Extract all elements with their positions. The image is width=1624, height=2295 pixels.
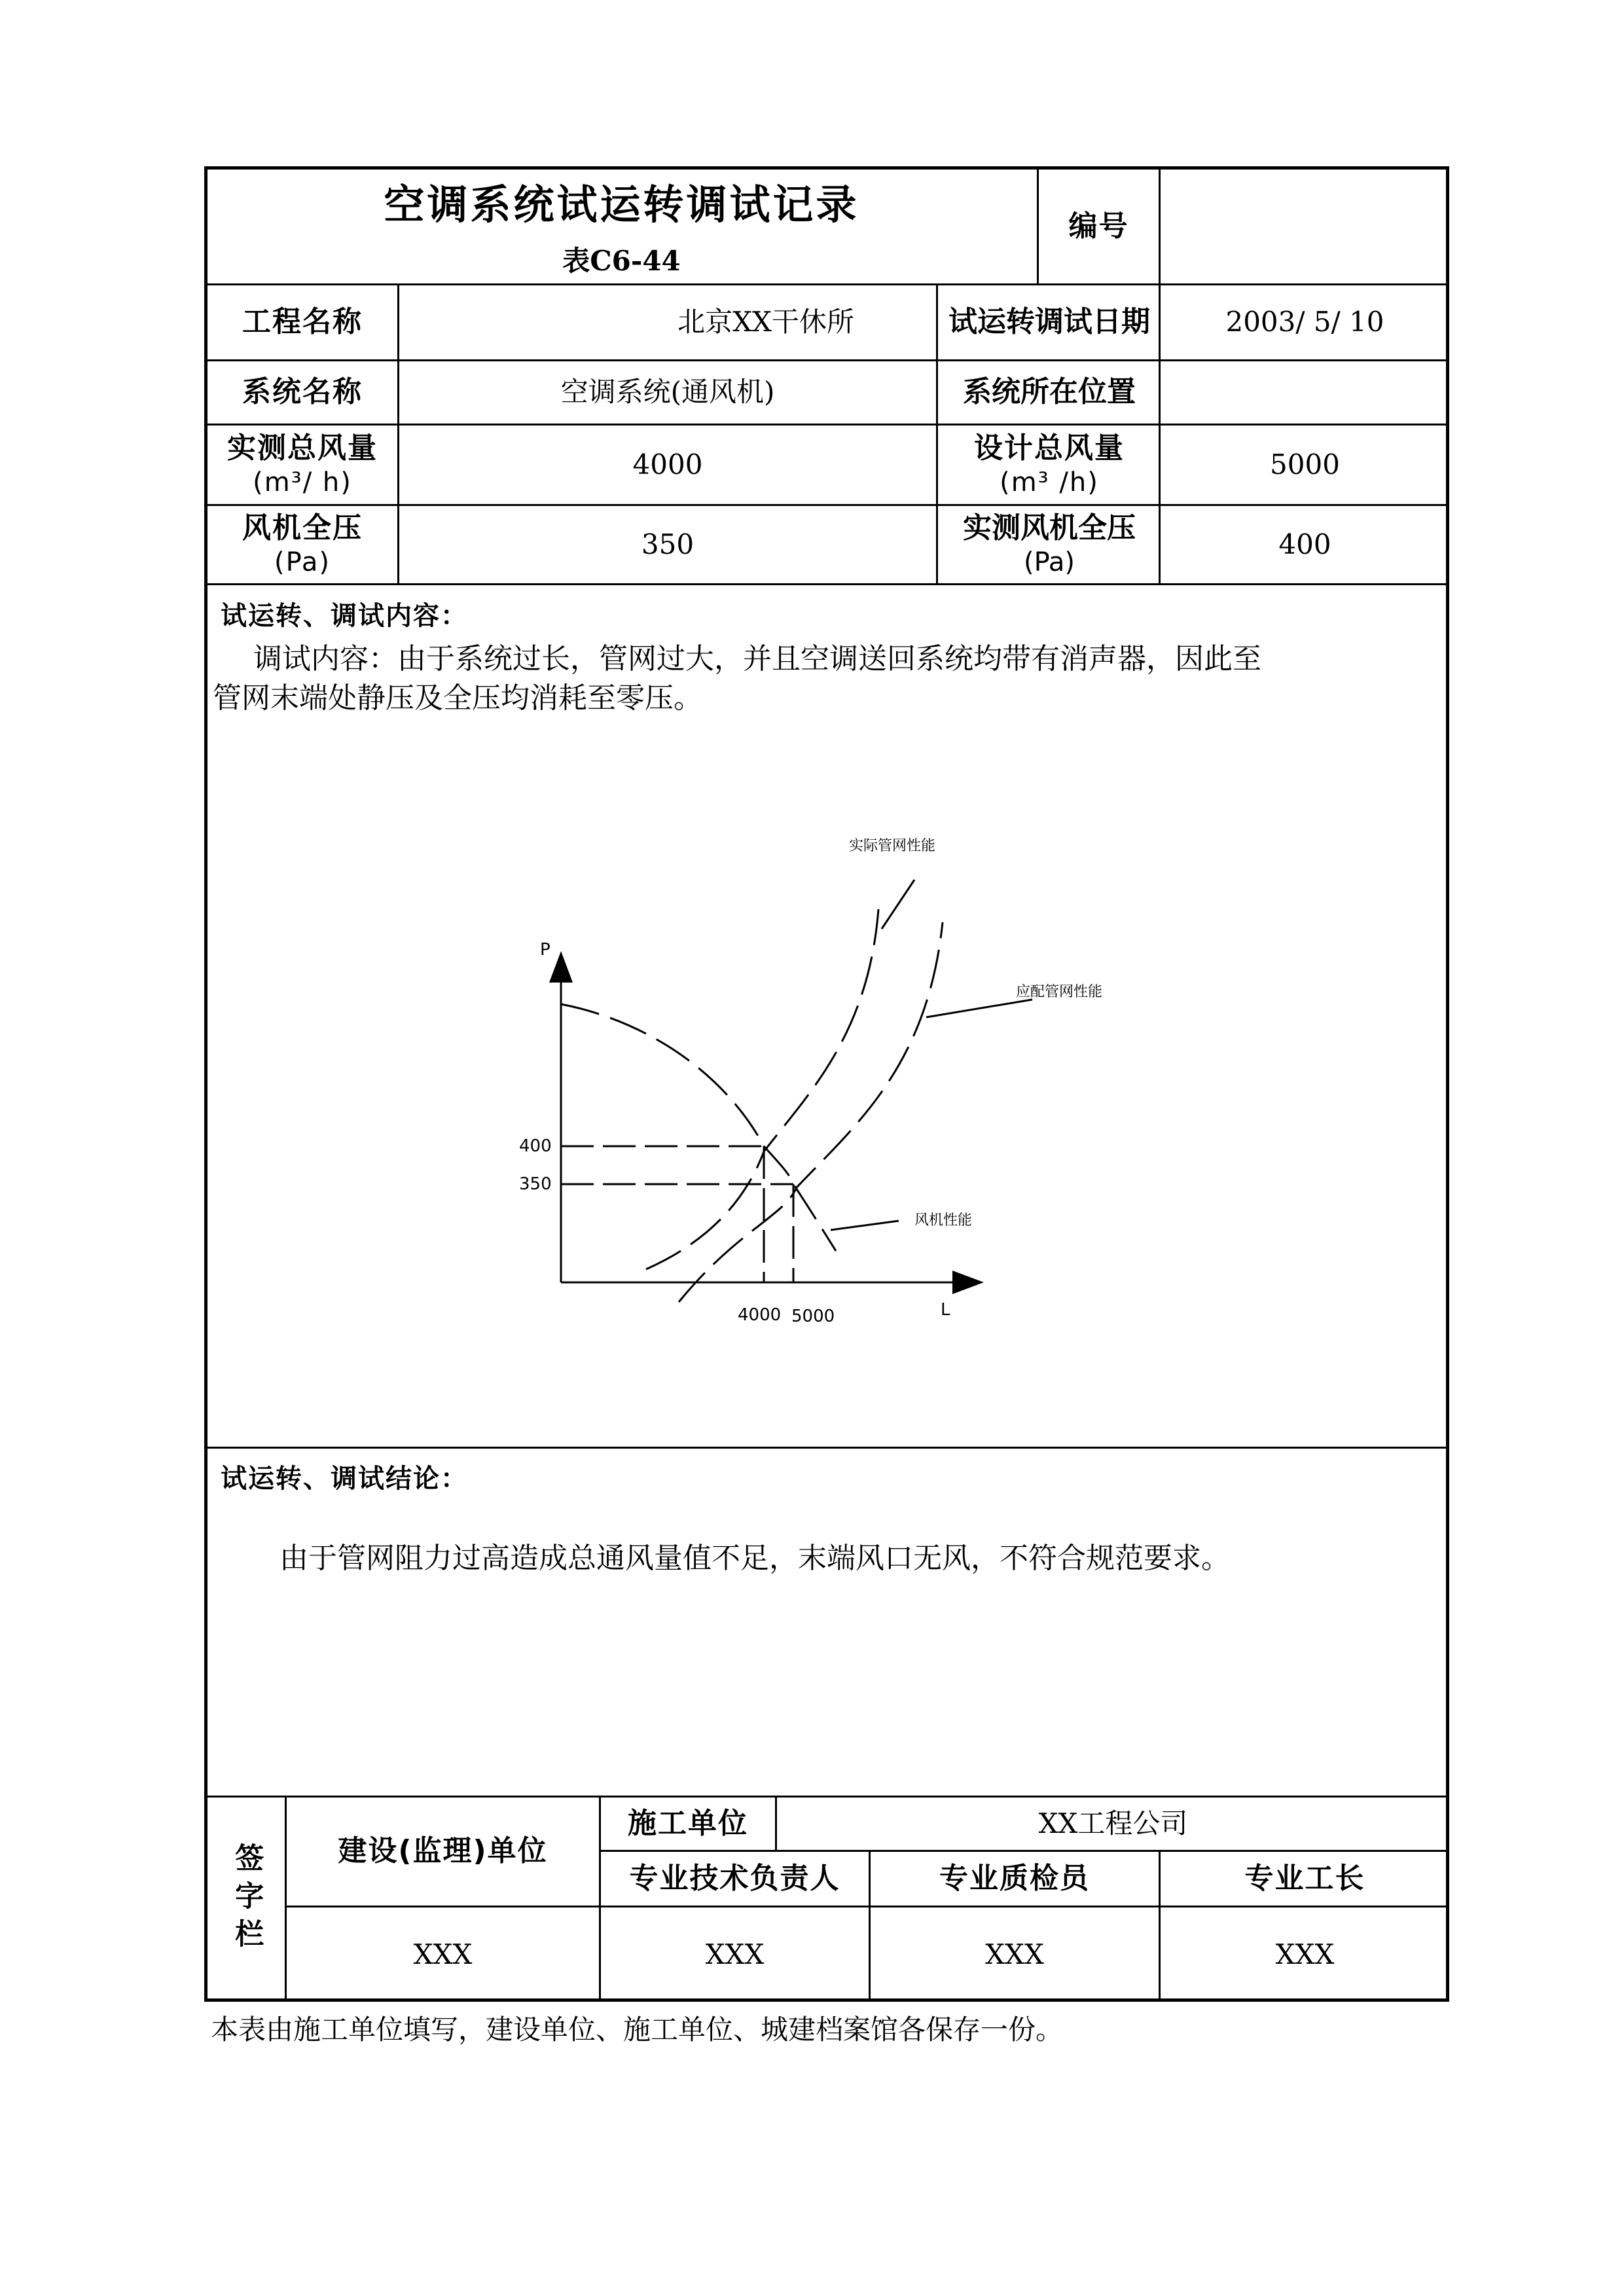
tech-lead-signature[interactable]: XXX: [705, 1938, 765, 1970]
conclusion-heading: 试运转、调试结论：: [221, 1464, 468, 1494]
x-tick-4000: 4000: [738, 1305, 782, 1325]
owner-label: 建设(监理)单位: [338, 1834, 548, 1868]
record-form: [204, 166, 1449, 2002]
footnote: 本表由施工单位填写，建设单位、施工单位、城建档案馆各保存一份。: [211, 2014, 1064, 2046]
owner-signature[interactable]: XXX: [413, 1938, 473, 1970]
conclusion-text: 由于管网阻力过高造成总通风量值不足，末端风口无风，不符合规范要求。: [280, 1542, 1230, 1575]
contractor-value[interactable]: XX工程公司: [1038, 1807, 1188, 1839]
project-name-label: 工程名称: [242, 305, 363, 339]
contractor-label: 施工单位: [628, 1806, 748, 1840]
qc-signature[interactable]: XXX: [985, 1938, 1044, 1970]
number-value[interactable]: [1161, 170, 1449, 283]
foreman-label: 专业工长: [1244, 1861, 1365, 1895]
content-heading: 试运转、调试内容：: [221, 601, 468, 631]
measured-airflow-value[interactable]: 4000: [632, 448, 703, 480]
project-name-value[interactable]: 北京XX干休所: [677, 306, 854, 338]
series-actual-network: [646, 909, 878, 1269]
qc-label: 专业质检员: [939, 1861, 1090, 1895]
fan-curve-chart: [456, 759, 1242, 1387]
number-label: 编号: [1068, 209, 1129, 243]
measured-airflow-label-text: 实测总风量: [227, 431, 378, 465]
design-airflow-label-text: 设计总风量: [974, 431, 1125, 465]
label-actual-network: 实际管网性能: [849, 838, 936, 854]
tech-lead-label: 专业技术负责人: [629, 1861, 840, 1895]
leader-fan: [831, 1221, 899, 1230]
y-tick-350: 350: [519, 1174, 552, 1194]
content-line-1: 调试内容：由于系统过长，管网过大，并且空调送回系统均带有消声器，因此至: [253, 642, 1261, 676]
series-fan-performance: [561, 1004, 836, 1251]
measured-fan-pressure-label: [938, 506, 1161, 583]
signature-column-label: 签字栏: [230, 1843, 264, 1957]
system-name-label: 系统名称: [242, 375, 363, 409]
label-required-network: 应配管网性能: [1016, 984, 1103, 1000]
label-fan-performance: 风机性能: [914, 1212, 973, 1229]
system-location-value[interactable]: [1161, 361, 1449, 424]
y-tick-400: 400: [519, 1136, 552, 1156]
measured-airflow-label: [208, 425, 397, 504]
design-airflow-unit: (m³ /h): [1000, 467, 1099, 498]
fan-pressure-unit: (Pa): [274, 547, 331, 578]
form-code: 表C6-44: [562, 244, 681, 277]
foreman-signature[interactable]: XXX: [1275, 1938, 1335, 1970]
leader-required: [926, 1000, 1032, 1017]
measured-fan-pressure-unit: (Pa): [1023, 547, 1075, 578]
form-title: 空调系统试运转调试记录: [384, 181, 859, 229]
leader-actual: [882, 880, 914, 929]
measured-fan-pressure-label-text: 实测风机全压: [963, 511, 1136, 545]
series-required-network: [679, 922, 943, 1302]
design-airflow-value[interactable]: 5000: [1270, 448, 1340, 480]
test-date-value[interactable]: 2003/ 5/ 10: [1225, 306, 1384, 338]
system-location-label: 系统所在位置: [963, 375, 1136, 409]
design-airflow-label: [938, 425, 1161, 504]
measured-fan-pressure-value[interactable]: 400: [1278, 528, 1331, 560]
test-date-label: 试运转调试日期: [948, 305, 1150, 339]
system-name-value[interactable]: 空调系统(通风机): [560, 376, 775, 408]
measured-airflow-unit: (m³/ h): [253, 467, 352, 498]
fan-pressure-label-text: 风机全压: [242, 511, 363, 545]
content-line-2: 管网末端处静压及全压均消耗至零压。: [213, 681, 702, 715]
y-axis-label: P: [540, 940, 550, 960]
x-axis-label: L: [941, 1300, 950, 1320]
fan-pressure-value[interactable]: 350: [641, 528, 695, 560]
fan-pressure-label: [208, 506, 397, 583]
x-tick-5000: 5000: [791, 1307, 835, 1326]
